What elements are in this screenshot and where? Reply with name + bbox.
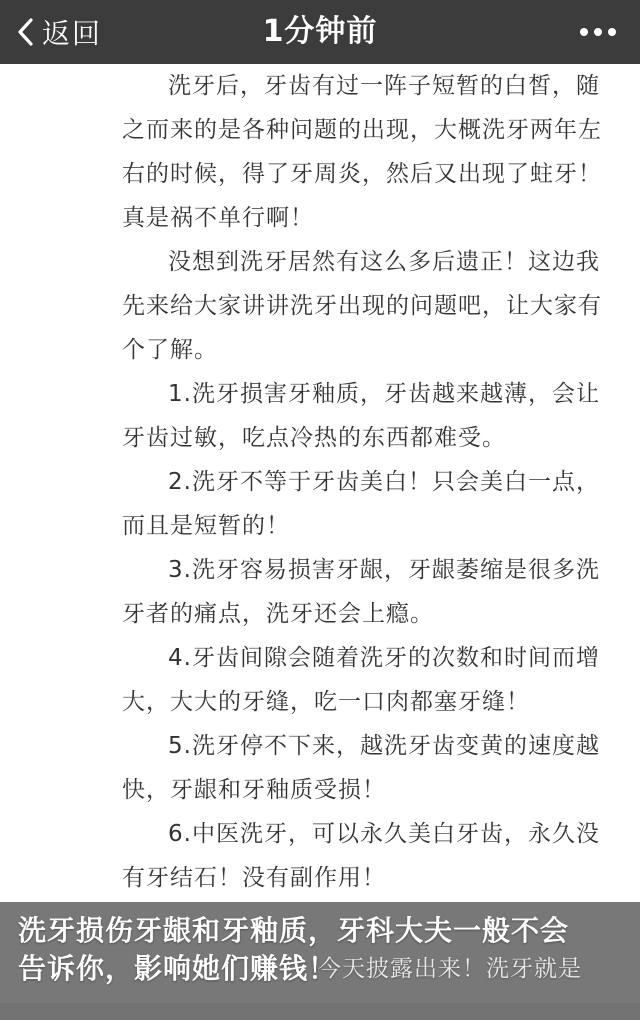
- back-label: 返回: [42, 17, 103, 50]
- article-paragraph: 6.中医洗牙，可以永久美白牙齿，永久没有牙结石！没有副作用！: [122, 821, 600, 891]
- article-paragraph: 1.洗牙损害牙釉质，牙齿越来越薄，会让牙齿过敏，吃点冷热的东西都难受。: [122, 381, 600, 451]
- article-paragraph: 5.洗牙停不下来，越洗牙齿变黄的速度越快，牙龈和牙釉质受损！: [122, 733, 600, 803]
- bottom-fade: [0, 1003, 640, 1020]
- caption-obscured-tail: 今天披露出来！洗牙就是: [318, 956, 582, 982]
- article-content-area[interactable]: [0, 64, 640, 1020]
- article-paragraph: 3.洗牙容易损害牙龈，牙龈萎缩是很多洗牙者的痛点，洗牙还会上瘾。: [122, 557, 600, 627]
- article-paragraph: 4.牙齿间隙会随着洗牙的次数和时间而增大，大大的牙缝，吃一口肉都塞牙缝！: [122, 645, 600, 715]
- top-navigation-bar: [0, 0, 640, 64]
- more-button[interactable]: [574, 10, 622, 54]
- more-dots-icon: [578, 23, 618, 42]
- article-paragraph: 洗牙后，牙齿有过一阵子短暂的白皙，随之而来的是各种问题的出现，大概洗牙两年左右的时候，得了牙周炎，然后又出现了蛀牙！真是祸不单行啊！: [122, 73, 602, 231]
- caption-line-2: 告诉你，影响她们赚钱！: [18, 952, 338, 985]
- article-paragraph: 没想到洗牙居然有这么多后遗正！这边我先来给大家讲讲洗牙出现的问题吧，让大家有个了解。: [122, 249, 602, 363]
- article-paragraph: 2.洗牙不等于牙齿美白！只会美白一点，而且是短暂的！: [122, 469, 600, 539]
- article-text: [122, 64, 622, 900]
- page-title: 1分钟前: [262, 14, 378, 49]
- caption-line-1: 洗牙损伤牙龈和牙釉质，牙科大夫一般不会: [18, 914, 570, 947]
